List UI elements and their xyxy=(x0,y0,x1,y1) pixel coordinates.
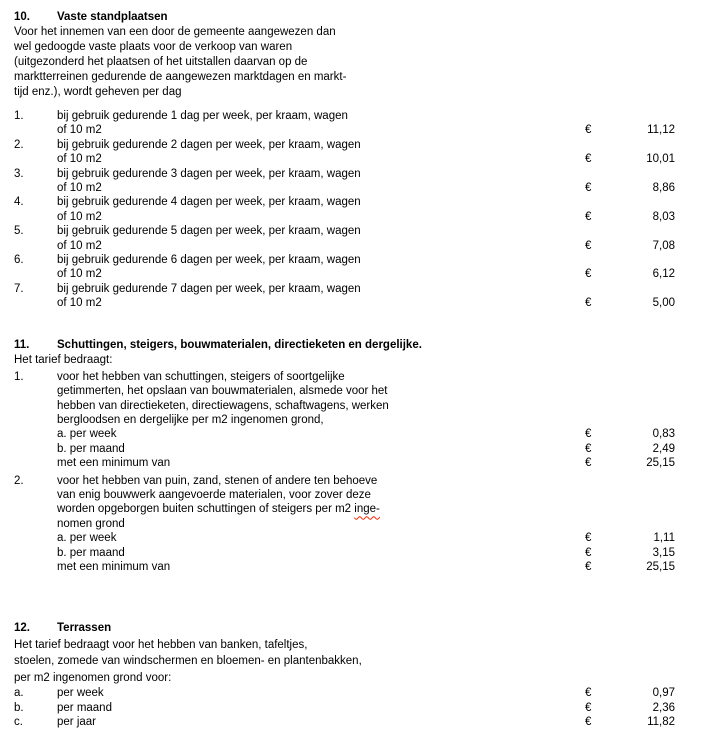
item-row xyxy=(14,474,675,488)
item-text-line: van enig bouwwerk aangevoerde materialen, voor zover deze xyxy=(57,488,371,501)
paragraph-line: stoelen, zomede van windschermen en bloemen- en plantenbakken, xyxy=(14,655,362,668)
rate-row xyxy=(14,531,675,545)
amount-value: 11,82 xyxy=(647,716,675,729)
tariff-item xyxy=(14,138,675,167)
currency-symbol: € xyxy=(585,268,592,281)
rate-label: per jaar xyxy=(57,716,96,729)
rate-row xyxy=(14,560,675,574)
items-block xyxy=(14,370,675,575)
paragraph-line: (uitgezonderd het plaatsen of het uitstallen daarvan op de xyxy=(14,56,308,68)
rate-letter: a. xyxy=(14,687,24,700)
currency-symbol: € xyxy=(585,153,592,166)
paragraph-line: Voor het innemen van een door de gemeente aangewezen dan xyxy=(14,26,336,38)
rate-letter-spacer xyxy=(14,427,57,441)
currency-symbol: € xyxy=(585,546,592,559)
paragraph-line: marktterreinen gedurende de aangewezen marktdagen en markt- xyxy=(14,71,347,83)
item-text-line: of 10 m2 xyxy=(57,210,102,223)
item-row xyxy=(14,502,675,516)
paragraph-line: tijd enz.), wordt geheven per dag xyxy=(14,86,182,98)
section-10 xyxy=(14,10,675,311)
item-row xyxy=(14,488,675,502)
currency-symbol: € xyxy=(585,687,592,700)
item-text-line: of 10 m2 xyxy=(57,297,102,310)
rate-label: met een minimum van xyxy=(57,457,171,470)
paragraph-row xyxy=(14,637,675,654)
rate-row xyxy=(14,715,675,729)
items-block xyxy=(14,109,675,311)
item-text-line: voor het hebben van puin, zand, stenen of andere ten behoeve xyxy=(57,474,378,487)
item-number: 6. xyxy=(14,254,24,267)
tariff-item xyxy=(14,253,675,282)
item-number: 4. xyxy=(14,196,24,209)
rate-row xyxy=(14,456,675,470)
item-number-spacer xyxy=(14,296,57,310)
section-title: Vaste standplaatsen xyxy=(57,11,168,23)
amount-value: 0,97 xyxy=(652,687,675,700)
section-number: 12. xyxy=(14,622,30,635)
item-number-spacer xyxy=(14,123,57,137)
item-number: 2. xyxy=(14,474,24,487)
item-number-spacer xyxy=(14,181,57,195)
rate-label: a. per week xyxy=(57,532,117,545)
item-text-line: bij gebruik gedurende 7 dagen per week, per kraam, wagen xyxy=(57,282,361,295)
paragraph-line: Het tarief bedraagt voor het hebben van banken, tafeltjes, xyxy=(14,638,308,651)
item-number: 1. xyxy=(14,370,24,383)
rate-letter-spacer xyxy=(14,456,57,470)
item-row xyxy=(14,253,675,267)
rate-label: per week xyxy=(57,687,104,700)
currency-symbol: € xyxy=(585,442,592,455)
item-text-line: bij gebruik gedurende 3 dagen per week, per kraam, wagen xyxy=(57,167,361,180)
paragraph-row xyxy=(14,85,675,100)
paragraph-line: per m2 ingenomen grond voor: xyxy=(14,671,172,684)
paragraph-line: wel gedoogde vaste plaats voor de verkoop van waren xyxy=(14,41,293,53)
paragraph-row xyxy=(14,70,675,85)
item-row xyxy=(14,181,675,195)
currency-symbol: € xyxy=(585,239,592,252)
amount-value: 7,08 xyxy=(652,239,675,252)
item-row xyxy=(14,224,675,238)
currency-symbol: € xyxy=(585,716,592,729)
item-row xyxy=(14,282,675,296)
rate-label: b. per maand xyxy=(57,442,125,455)
paragraph-row xyxy=(14,25,675,40)
item-number: 2. xyxy=(14,138,24,151)
item-text-line: getimmerten, het opslaan van bouwmaterialen, alsmede voor het xyxy=(57,385,388,398)
paragraph-row xyxy=(14,353,675,368)
section-heading-row xyxy=(14,620,675,637)
currency-symbol: € xyxy=(585,457,592,470)
paragraph-line: Het tarief bedraagt: xyxy=(14,353,113,366)
amount-value: 2,49 xyxy=(652,442,675,455)
item-text-line: bij gebruik gedurende 2 dagen per week, per kraam, wagen xyxy=(57,138,361,151)
tariff-item xyxy=(14,109,675,138)
item-number-spacer xyxy=(14,399,57,413)
rate-row xyxy=(14,442,675,456)
rate-label: b. per maand xyxy=(57,546,125,559)
item-number-spacer xyxy=(14,488,57,502)
rate-letter-spacer xyxy=(14,546,57,560)
item-text-line: of 10 m2 xyxy=(57,239,102,252)
tariff-item xyxy=(14,474,675,575)
rate-label: per maand xyxy=(57,701,112,714)
item-row xyxy=(14,413,675,427)
currency-symbol: € xyxy=(585,532,592,545)
item-row xyxy=(14,167,675,181)
item-number-spacer xyxy=(14,267,57,281)
item-text-fragment: worden opgeborgen buiten schuttingen of steigers per m2 xyxy=(57,503,355,516)
item-text-line: of 10 m2 xyxy=(57,124,102,137)
tariff-item xyxy=(14,195,675,224)
tariff-item xyxy=(14,370,675,471)
paragraph-row xyxy=(14,40,675,55)
tariff-item xyxy=(14,282,675,311)
section-11 xyxy=(14,338,675,575)
amount-value: 25,15 xyxy=(646,560,675,573)
item-row xyxy=(14,384,675,398)
item-number-spacer xyxy=(14,152,57,166)
item-text-line: bij gebruik gedurende 1 dag per week, per kraam, wagen xyxy=(57,110,348,122)
item-row xyxy=(14,399,675,413)
item-row xyxy=(14,370,675,384)
item-row xyxy=(14,267,675,281)
currency-symbol: € xyxy=(585,701,592,714)
tariff-item xyxy=(14,224,675,253)
section-heading-row xyxy=(14,338,675,353)
item-row xyxy=(14,296,675,310)
misspelled-word: inge- xyxy=(354,503,380,516)
item-number: 3. xyxy=(14,167,24,180)
item-row xyxy=(14,239,675,253)
paragraph-row xyxy=(14,55,675,70)
amount-value: 8,03 xyxy=(652,210,675,223)
currency-symbol: € xyxy=(585,124,592,137)
item-row xyxy=(14,195,675,209)
item-number-spacer xyxy=(14,210,57,224)
amount-value: 2,36 xyxy=(652,701,675,714)
item-text-line: of 10 m2 xyxy=(57,268,102,281)
rate-label: a. per week xyxy=(57,428,117,441)
item-number-spacer xyxy=(14,517,57,531)
item-text-line: voor het hebben van schuttingen, steigers of soortgelijke xyxy=(57,370,345,383)
amount-value: 6,12 xyxy=(652,268,675,281)
rate-row xyxy=(14,427,675,441)
rate-row xyxy=(14,686,675,700)
rate-letter: c. xyxy=(14,716,23,729)
tariff-item xyxy=(14,167,675,196)
item-text-line: of 10 m2 xyxy=(57,153,102,166)
item-row xyxy=(14,152,675,166)
rates-block xyxy=(14,686,675,729)
item-row xyxy=(14,138,675,152)
section-title: Terrassen xyxy=(57,622,112,635)
item-text-line xyxy=(57,502,585,516)
section-number: 11. xyxy=(14,338,30,351)
paragraph-row xyxy=(14,653,675,670)
item-row xyxy=(14,517,675,531)
item-number: 1. xyxy=(14,110,24,122)
item-number-spacer xyxy=(14,502,57,516)
rate-row xyxy=(14,701,675,715)
item-text-line: nomen grond xyxy=(57,517,125,530)
currency-symbol: € xyxy=(585,210,592,223)
item-row xyxy=(14,109,675,123)
paragraph-row xyxy=(14,670,675,687)
item-text-line: bergloodsen en dergelijke per m2 ingenomen grond, xyxy=(57,413,324,426)
section-heading-row xyxy=(14,10,675,25)
currency-symbol: € xyxy=(585,428,592,441)
rate-label: met een minimum van xyxy=(57,560,171,573)
section-title: Schuttingen, steigers, bouwmaterialen, directieketen en dergelijke. xyxy=(57,338,422,351)
item-number: 5. xyxy=(14,225,24,238)
rate-letter: b. xyxy=(14,701,24,714)
amount-value: 5,00 xyxy=(652,297,675,310)
section-number: 10. xyxy=(14,11,30,23)
item-number-spacer xyxy=(14,413,57,427)
rate-letter-spacer xyxy=(14,531,57,545)
rate-letter-spacer xyxy=(14,442,57,456)
amount-value: 0,83 xyxy=(652,428,675,441)
section-12 xyxy=(14,620,675,729)
item-row xyxy=(14,123,675,137)
item-text-line: hebben van directieketen, directiewagens, schaftwagens, werken xyxy=(57,399,389,412)
item-text-line: bij gebruik gedurende 6 dagen per week, per kraam, wagen xyxy=(57,254,361,267)
currency-symbol: € xyxy=(585,182,592,195)
amount-value: 8,86 xyxy=(652,182,675,195)
currency-symbol: € xyxy=(585,560,592,573)
item-number-spacer xyxy=(14,384,57,398)
item-text-line: bij gebruik gedurende 4 dagen per week, per kraam, wagen xyxy=(57,196,361,209)
rate-row xyxy=(14,546,675,560)
item-text-line: bij gebruik gedurende 5 dagen per week, per kraam, wagen xyxy=(57,225,361,238)
amount-value: 1,11 xyxy=(653,532,675,545)
item-row xyxy=(14,210,675,224)
rate-letter-spacer xyxy=(14,560,57,574)
item-text-line: of 10 m2 xyxy=(57,182,102,195)
item-number-spacer xyxy=(14,239,57,253)
currency-symbol: € xyxy=(585,297,592,310)
amount-value: 25,15 xyxy=(646,457,675,470)
item-number: 7. xyxy=(14,282,24,295)
amount-value: 11,12 xyxy=(647,124,675,137)
amount-value: 3,15 xyxy=(652,546,675,559)
amount-value: 10,01 xyxy=(646,153,675,166)
